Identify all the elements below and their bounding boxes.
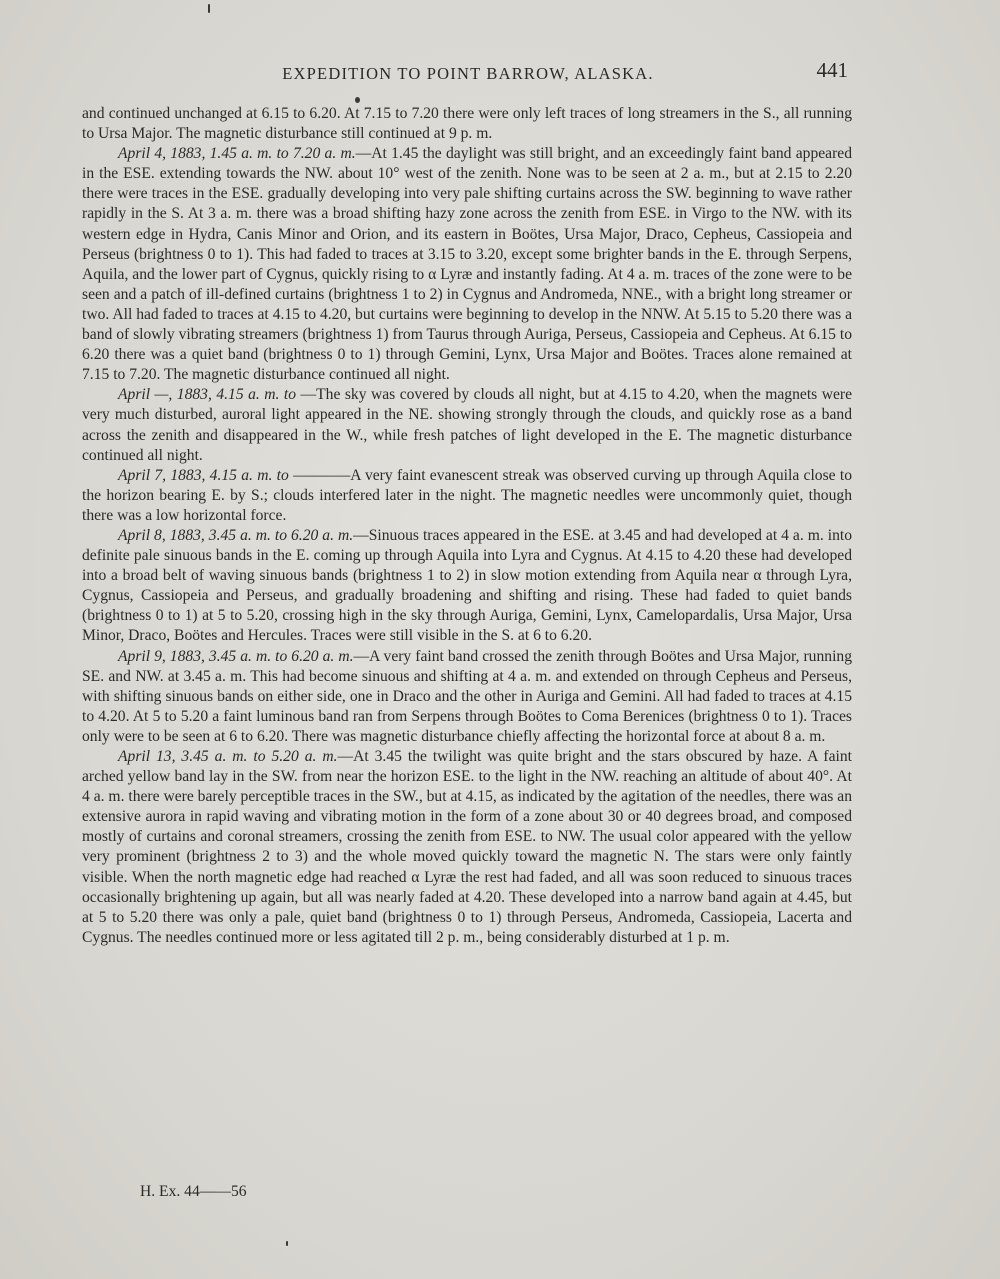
paragraph-continuation xyxy=(82,104,852,144)
entry-april-undated xyxy=(82,385,852,465)
entry-april-4 xyxy=(82,144,852,385)
entry-text: —Sinuous traces appeared in the ESE. at 3.45 and had developed at 4 a. m. into definite pale sinuous bands in the E. coming up through Aquila into Lyra and Cygnus. At 4.15 to 4.20 these had developed into a broad belt of waving sinuous bands (brightness 1 to 2) in slow motion extending from Aquila near α through Lyra, Cygnus, Cassiopeia and Perseus, and gradually broadening and shifting and rising. These had faded to quiet bands (brightness 0 to 1) at 5 to 5.20, crossing high in the sky through Auriga, Gemini, Lynx, Camelopardalis, Ursa Major, Ursa Minor, Draco, Boötes and Hercules. Traces were still visible in the S. at 6 to 6.20. xyxy=(82,526,852,645)
entry-april-8 xyxy=(82,526,852,647)
running-title: EXPEDITION TO POINT BARROW, ALASKA. xyxy=(282,64,654,83)
ink-speck xyxy=(286,1241,288,1246)
running-header xyxy=(88,58,848,88)
entry-text: —At 3.45 the twilight was quite bright and the stars obscured by haze. A faint arched yellow band lay in the SW. from near the horizon ESE. to the light in the NW. reaching an altitude of about 40°. At 4 a. m. there were barely perceptible traces in the SW., but at 4.15, as indicated by the agitation of the needles, there was an extensive aurora in rapid waving and vibrating motion in the form of a zone about 30 or 40 degrees broad, and composed mostly of curtains and coronal streamers, crossing the zenith from ESE. to NW. The usual color appeared with the yellow very prominent (brightness 2 to 3) and the whole moved quickly toward the magnetic N. The stars were only faintly visible. When the north magnetic edge had reached α Lyræ the rest had faded, and all was soon reduced to sinuous traces occasionally brightening up again, but all was nearly faded at 4.20. These developed into a narrow band again at 4.45, but at 5 to 5.20 there was only a pale, quiet band (brightness 0 to 1) through Perseus, Andromeda, Cassiopeia, Lacerta and Cygnus. The needles continued more or less agitated till 2 p. m., being considerably disturbed at 1 p. m. xyxy=(82,748,852,946)
entry-text: —The sky was covered by clouds all night, but at 4.15 to 4.20, when the magnets were very much disturbed, auroral light appeared in the NE. showing strongly through the clouds, and quickly rose as a band across the zenith and disappeared in the W., while fresh patches of light developed in the E. The magnetic disturbance continued all night. xyxy=(82,386,852,464)
body-text xyxy=(82,104,852,948)
ink-speck xyxy=(208,4,210,13)
entry-date: April 13, 3.45 a. m. to 5.20 a. m. xyxy=(118,748,338,765)
entry-date: April 8, 1883, 3.45 a. m. to 6.20 a. m. xyxy=(118,526,354,544)
entry-text: —A very faint evanescent streak was observed curving up through Aquila close to the horizon bearing E. by S.; clouds interfered later in the night. The magnetic needles were uncommonly quiet, though there was a low horizontal force. xyxy=(82,466,852,524)
entry-date: April 4, 1883, 1.45 a. m. to 7.20 a. m. xyxy=(118,145,356,163)
entry-date: April 9, 1883, 3.45 a. m. to 6.20 a. m. xyxy=(118,647,354,665)
entry-april-9 xyxy=(82,647,852,747)
entry-april-13 xyxy=(82,747,852,948)
entry-date: April —, 1883, 4.15 a. m. to xyxy=(118,386,297,404)
entry-april-7 xyxy=(82,466,852,526)
signature-mark: H. Ex. 44——56 xyxy=(140,1183,247,1200)
page-number: 441 xyxy=(816,58,848,82)
entry-text: —A very faint band crossed the zenith through Boötes and Ursa Major, running SE. and NW. at 3.45 a. m. This had become sinuous and shifting at 4 a. m. and extended on through Cepheus and Perseus, with shifting sinuous bands on either side, one in Draco and the other in Auriga and Gemini. All had faded to traces at 4.15 to 4.20. At 5 to 5.20 a faint luminous band ran from Serpens through Boötes to Coma Berenices (brightness 0 to 1). Traces only were to be seen at 6 to 6.20. There was magnetic disturbance chiefly affecting the horizontal force at about 8 a. m. xyxy=(82,647,853,745)
entry-date: April 7, 1883, 4.15 a. m. to ——— xyxy=(118,466,335,484)
entry-text: —At 1.45 the daylight was still bright, and an exceedingly faint band appeared in the ESE. extending towards the NW. about 10° west of the zenith. None was to be seen at 2 a. m., but at 2.15 to 2.20 there were traces in the ESE. gradually developing into very pale shifting curtains across the SW. beginning to wave rather rapidly in the S. At 3 a. m. there was a broad shifting hazy zone across the zenith from ESE. in Virgo to the NW. with its western edge in Hydra, Canis Minor and Orion, and its eastern in Boötes, Ursa Major, Draco, Cepheus, Cassiopeia and Perseus (brightness 0 to 1). This had faded to traces at 3.15 to 3.20, except some brighter bands in the E. through Serpens, Aquila, and the lower part of Cygnus, quickly rising to α Lyræ and instantly fading. At 4 a. m. traces of the zone were to be seen and a patch of ill-defined curtains (brightness 1 to 2) in Cygnus and Andromeda, NNE., with a bright long streamer or two. All had faded to traces at 4.15 to 4.20, but curtains were beginning to develop in the NNW. At 5.15 to 5.20 there was a band of slowly vibrating streamers (brightness 1) from Taurus through Auriga, Perseus, Cassiopeia and Cepheus. At 6.15 to 6.20 there was a quiet band (brightness 0 to 1) through Gemini, Lynx, Ursa Major and Boötes. Traces alone remained at 7.15 to 7.20. The magnetic disturbance continued all night. xyxy=(82,145,853,384)
paragraph-text: and continued unchanged at 6.15 to 6.20. At 7.15 to 7.20 there were only left traces of long streamers in the S., all running to Ursa Major. The magnetic disturbance still continued at 9 p. m. xyxy=(82,105,852,143)
ink-speck xyxy=(355,97,360,103)
